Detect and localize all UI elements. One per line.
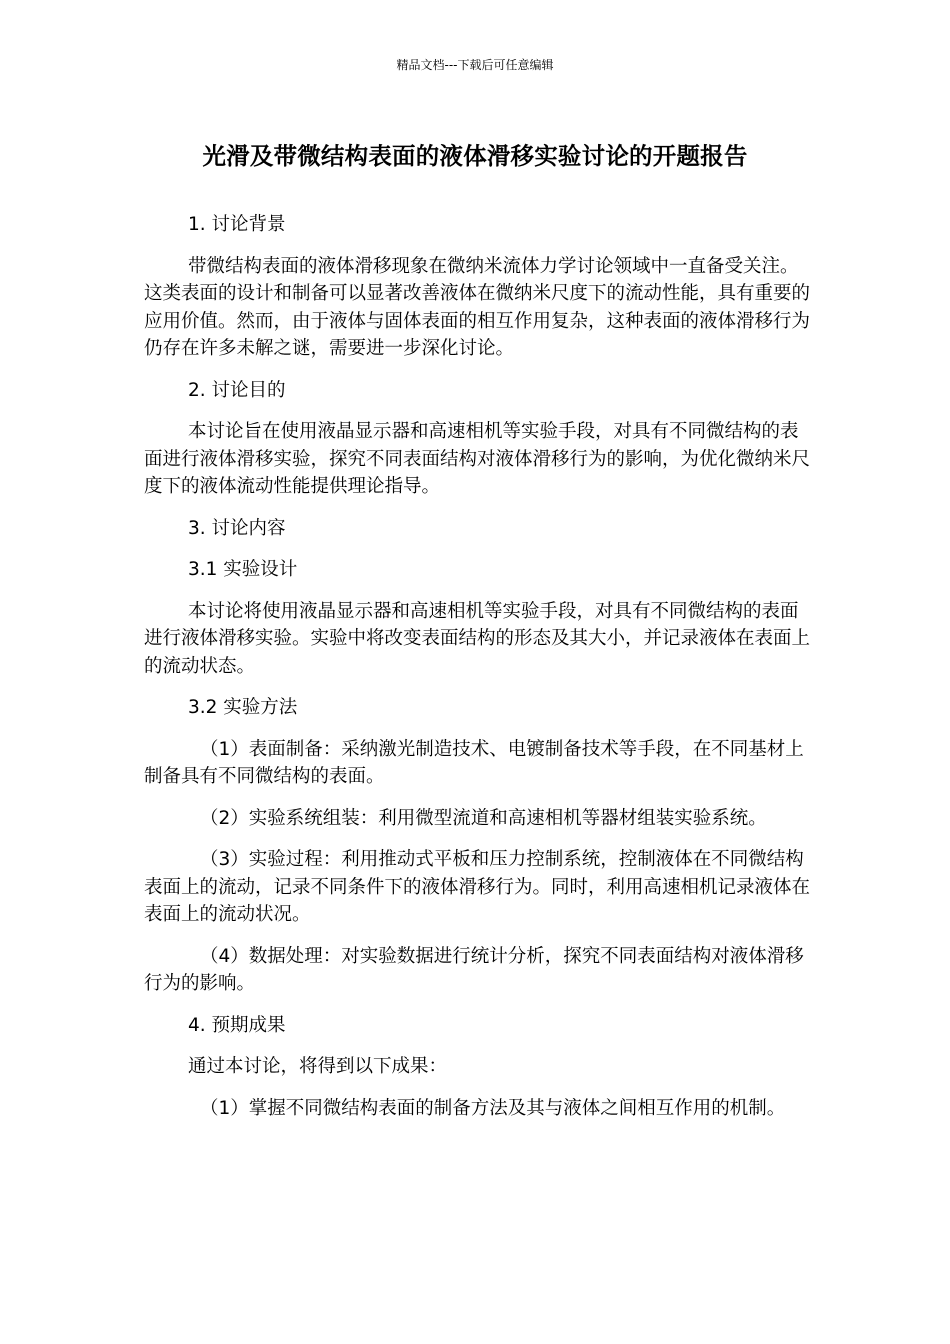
outcome-item: （1）掌握不同微结构表面的制备方法及其与液体之间相互作用的机制。	[200, 1097, 786, 1119]
paragraph-outcomes-intro: 通过本讨论，将得到以下成果：	[188, 1056, 448, 1077]
document-body	[144, 211, 812, 1136]
document-title: 光滑及带微结构表面的液体滑移实验讨论的开题报告	[202, 142, 748, 170]
method-item: （4）数据处理：对实验数据进行统计分析，探究不同表面结构对液体滑移行为的影响。	[144, 945, 804, 994]
method-item: （1）表面制备：采纳激光制造技术、电镀制备技术等手段，在不同基材上制备具有不同微结构的表面。	[144, 738, 804, 787]
section-heading-content: 3. 讨论内容	[188, 517, 286, 539]
paragraph-background: 带微结构表面的液体滑移现象在微纳米流体力学讨论领域中一直备受关注。这类表面的设计和制备可以显著改善液体在微纳米尺度下的流动性能，具有重要的应用价值。然而，由于液体与固体表面的相互作用复杂，这种表面的液体滑移行为仍存在许多未解之谜，需要进一步深化讨论。	[144, 255, 811, 359]
subsection-heading-design: 3.1 实验设计	[188, 559, 298, 580]
subsection-heading-method: 3.2 实验方法	[188, 697, 298, 718]
section-heading-purpose: 2. 讨论目的	[188, 379, 286, 401]
page-header: 精品文档---下载后可任意编辑	[396, 58, 554, 72]
section-heading-background: 1. 讨论背景	[188, 214, 286, 235]
method-item: （2）实验系统组装：利用微型流道和高速相机等器材组装实验系统。	[200, 807, 767, 829]
paragraph-design: 本讨论将使用液晶显示器和高速相机等实验手段，对具有不同微结构的表面进行液体滑移实验。实验中将改变表面结构的形态及其大小，并记录液体在表面上的流动状态。	[144, 600, 811, 677]
paragraph-purpose: 本讨论旨在使用液晶显示器和高速相机等实验手段，对具有不同微结构的表面进行液体滑移实验，探究不同表面结构对液体滑移行为的影响，为优化微纳米尺度下的液体流动性能提供理论指导。	[144, 421, 811, 497]
section-heading-outcomes: 4. 预期成果	[188, 1014, 286, 1036]
method-item: （3）实验过程：利用推动式平板和压力控制系统，控制液体在不同微结构表面上的流动，记录不同条件下的液体滑移行为。同时，利用高速相机记录液体在表面上的流动状况。	[144, 849, 811, 925]
